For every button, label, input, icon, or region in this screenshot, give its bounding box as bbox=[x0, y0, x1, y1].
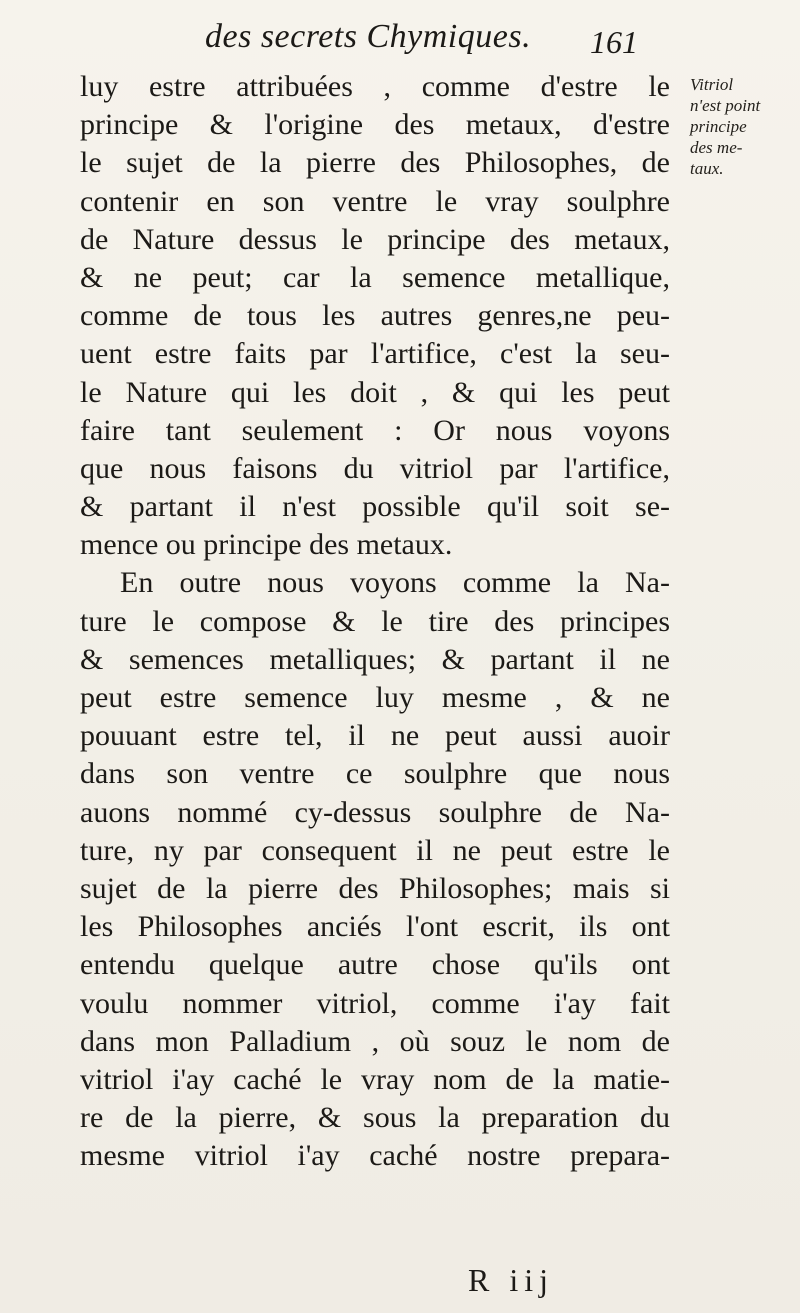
text-line: mence ou principe des metaux. bbox=[80, 528, 453, 562]
page-number: 161 bbox=[590, 24, 638, 60]
margin-note-line: n'est point bbox=[690, 96, 761, 115]
text-line: entendu quelque autre chose qu'ils ont bbox=[80, 948, 670, 982]
text-line: le Nature qui les doit , & qui les peut bbox=[80, 375, 670, 409]
text-line: de Nature dessus le principe des metaux, bbox=[80, 222, 670, 256]
text-line: dans son ventre ce soulphre que nous bbox=[80, 757, 670, 791]
text-line: vitriol i'ay caché le vray nom de la matie- bbox=[80, 1062, 670, 1096]
running-title: des secrets Chymiques. bbox=[205, 18, 532, 55]
text-line: que nous faisons du vitriol par l'artifice, bbox=[80, 451, 670, 485]
margin-note-line: taux. bbox=[690, 159, 724, 178]
signature-mark: R iij bbox=[468, 1262, 555, 1298]
text-line: sujet de la pierre des Philosophes; mais si bbox=[80, 871, 670, 905]
text-line: uent estre faits par l'artifice, c'est la seu- bbox=[80, 337, 670, 371]
text-line: re de la pierre, & sous la preparation du bbox=[80, 1101, 670, 1135]
text-line: & semences metalliques; & partant il ne bbox=[80, 642, 670, 676]
text-line: mesme vitriol i'ay caché nostre prepara- bbox=[80, 1139, 670, 1173]
body-text bbox=[80, 68, 670, 1175]
text-line: peut estre semence luy mesme , & ne bbox=[80, 681, 670, 714]
margin-note-line: principe bbox=[690, 117, 747, 136]
text-line: auons nommé cy-dessus soulphre de Na- bbox=[80, 795, 670, 829]
text-line: voulu nommer vitriol, comme i'ay fait bbox=[80, 986, 670, 1020]
text-line: & ne peut; car la semence metallique, bbox=[80, 260, 670, 294]
margin-note-line: des me- bbox=[690, 138, 743, 157]
text-line: comme de tous les autres genres,ne peu- bbox=[80, 299, 670, 333]
text-line: le sujet de la pierre des Philosophes, de bbox=[80, 146, 670, 180]
text-line: dans mon Palladium , où souz le nom de bbox=[80, 1024, 670, 1058]
text-line: pouuant estre tel, il ne peut aussi auoir bbox=[80, 719, 670, 753]
text-line: & partant il n'est possible qu'il soit se- bbox=[80, 490, 670, 524]
margin-note-line: Vitriol bbox=[690, 75, 734, 94]
text-line: ture le compose & le tire des principes bbox=[80, 604, 670, 638]
text-line: contenir en son ventre le vray soulphre bbox=[80, 184, 670, 218]
margin-note bbox=[690, 74, 790, 179]
text-line: les Philosophes anciés l'ont escrit, ils ont bbox=[80, 910, 670, 944]
text-line: ture, ny par consequent il ne peut estre le bbox=[80, 833, 670, 867]
text-line: luy estre attribuées , comme d'estre le bbox=[80, 70, 670, 103]
text-line: principe & l'origine des metaux, d'estre bbox=[80, 108, 670, 142]
text-line: faire tant seulement : Or nous voyons bbox=[80, 413, 670, 447]
text-line-indented: En outre nous voyons comme la Na- bbox=[120, 566, 670, 600]
